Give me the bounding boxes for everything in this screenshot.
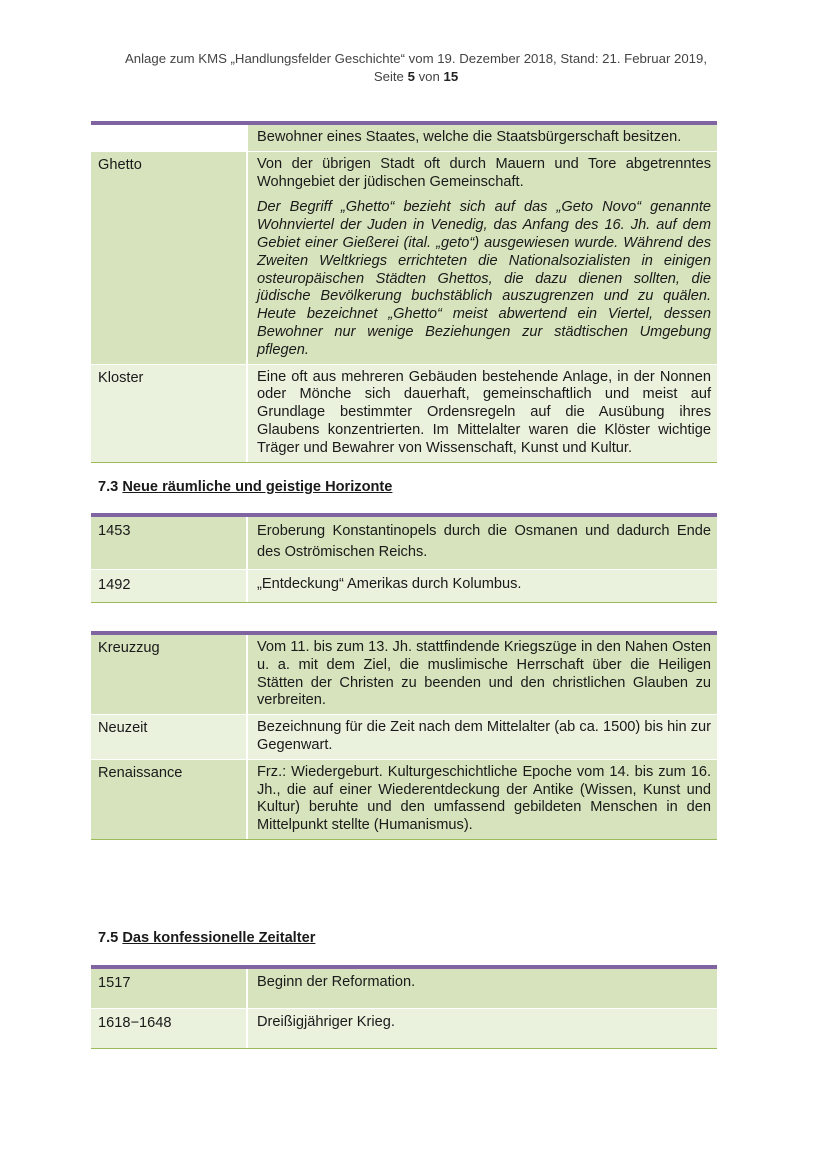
- table-row: [91, 517, 717, 569]
- timeline-table-7-3: [91, 513, 717, 603]
- current-page: 5: [407, 69, 415, 84]
- date-cell: 1492: [91, 570, 246, 602]
- table-row: [91, 364, 717, 462]
- definition-cell: Vom 11. bis zum 13. Jh. stattfindende Kriegszüge in den Nahen Osten u. a. mit dem Ziel, die muslimische Herrschaft über die Heiligen Stätten der Christen zu beenden und den christlichen Glauben zu verbreiten.: [248, 635, 717, 714]
- date-cell: 1517: [91, 969, 246, 1008]
- term-cell: Kreuzzug: [91, 635, 246, 714]
- term-cell: Kloster: [91, 365, 246, 462]
- table-row: [91, 151, 717, 364]
- header-line-1: Anlage zum KMS „Handlungsfelder Geschichte“ vom 19. Dezember 2018, Stand: 21. Februar 2019,: [124, 51, 708, 66]
- page-header: [60, 50, 772, 86]
- glossary-table-1: [91, 121, 717, 463]
- table-row: [91, 714, 717, 759]
- table-row: [91, 759, 717, 839]
- term-cell: Renaissance: [91, 760, 246, 839]
- term-cell: Neuzeit: [91, 715, 246, 759]
- definition-cell: Bewohner eines Staates, welche die Staatsbürgerschaft besitzen.: [248, 125, 717, 151]
- section-heading-7-5: 7.5 Das konfessionelle Zeitalter: [98, 930, 316, 946]
- event-cell: Beginn der Reformation.: [248, 969, 717, 1008]
- table-row: [91, 969, 717, 1008]
- date-cell: 1453: [91, 517, 246, 569]
- definition-cell: Frz.: Wiedergeburt. Kulturgeschichtliche Epoche vom 14. bis zum 16. Jh., die auf einer Wiederentdeckung der Antike (Wissen, Kunst und Kultur) beruhte und den umfassend gebildeten Menschen in den Mittelpunkt stellte (Humanismus).: [248, 760, 717, 839]
- definition-cell: Von der übrigen Stadt oft durch Mauern und Tore abgetrenntes Wohngebiet der jüdischen Gemeinschaft. Der Begriff „Ghetto“ bezieht sich auf das „Geto Novo“ genannte Wohnviertel der Juden in Venedig, das Anfang des 16. Jh. auf dem Gebiet einer Gießerei (ital. „geto“) ausgewiesen wurde. Während des Zweiten Weltkriegs errichteten die Nationalsozialisten in einigen osteuropäischen Städten Ghettos, die dazu dienen sollten, die jüdische Bevölkerung buchstäblich auszugrenzen und zu quälen. Heute bezeichnet „Ghetto“ meist abwertend ein Viertel, dessen Bewohner nur wenige Beziehungen zur städtischen Umgebung pflegen.: [248, 152, 717, 364]
- definition-cell: Bezeichnung für die Zeit nach dem Mittelalter (ab ca. 1500) bis hin zur Gegenwart.: [248, 715, 717, 759]
- date-cell: 1618−1648: [91, 1009, 246, 1048]
- event-cell: Dreißigjähriger Krieg.: [248, 1009, 717, 1048]
- definition-note: Der Begriff „Ghetto“ bezieht sich auf das „Geto Novo“ genannte Wohnviertel der Juden in Venedig, das Anfang des 16. Jh. auf dem Gebiet einer Gießerei (ital. „geto“) ausgewiesen wurde. Während des Zweiten Weltkriegs errichteten die Nationalsozialisten in einigen osteuropäischen Städten Ghettos, die dazu dienen sollten, die jüdische Bevölkerung buchstäblich auszugrenzen und zu quälen. Heute bezeichnet „Ghetto“ meist abwertend ein Viertel, dessen Bewohner nur wenige Beziehungen zur städtischen Umgebung pflegen.: [257, 199, 711, 358]
- glossary-table-2: [91, 631, 717, 840]
- definition-cell: Eine oft aus mehreren Gebäuden bestehende Anlage, in der Nonnen oder Mönche sich dauerhaft, gemeinschaftlich und meist auf Grundlage bestimmter Ordensregeln auf die Ausübung ihres Glaubens konzentrierten. Im Mittelalter waren die Klöster wichtige Träger und Bewahrer von Wissenschaft, Kunst und Kultur.: [248, 365, 717, 462]
- header-line-2: Seite 5 von 15: [373, 69, 459, 84]
- timeline-table-7-5: [91, 965, 717, 1049]
- event-cell: Eroberung Konstantinopels durch die Osmanen und dadurch Ende des Oströmischen Reichs.: [248, 517, 717, 569]
- term-cell: [91, 125, 246, 151]
- total-pages: 15: [443, 69, 459, 84]
- term-cell: Ghetto: [91, 152, 246, 364]
- section-heading-7-3: 7.3 Neue räumliche und geistige Horizonte: [98, 479, 393, 495]
- table-row: [91, 125, 717, 151]
- table-row: [91, 569, 717, 602]
- table-row: [91, 635, 717, 714]
- table-row: [91, 1008, 717, 1048]
- event-cell: „Entdeckung“ Amerikas durch Kolumbus.: [248, 570, 717, 602]
